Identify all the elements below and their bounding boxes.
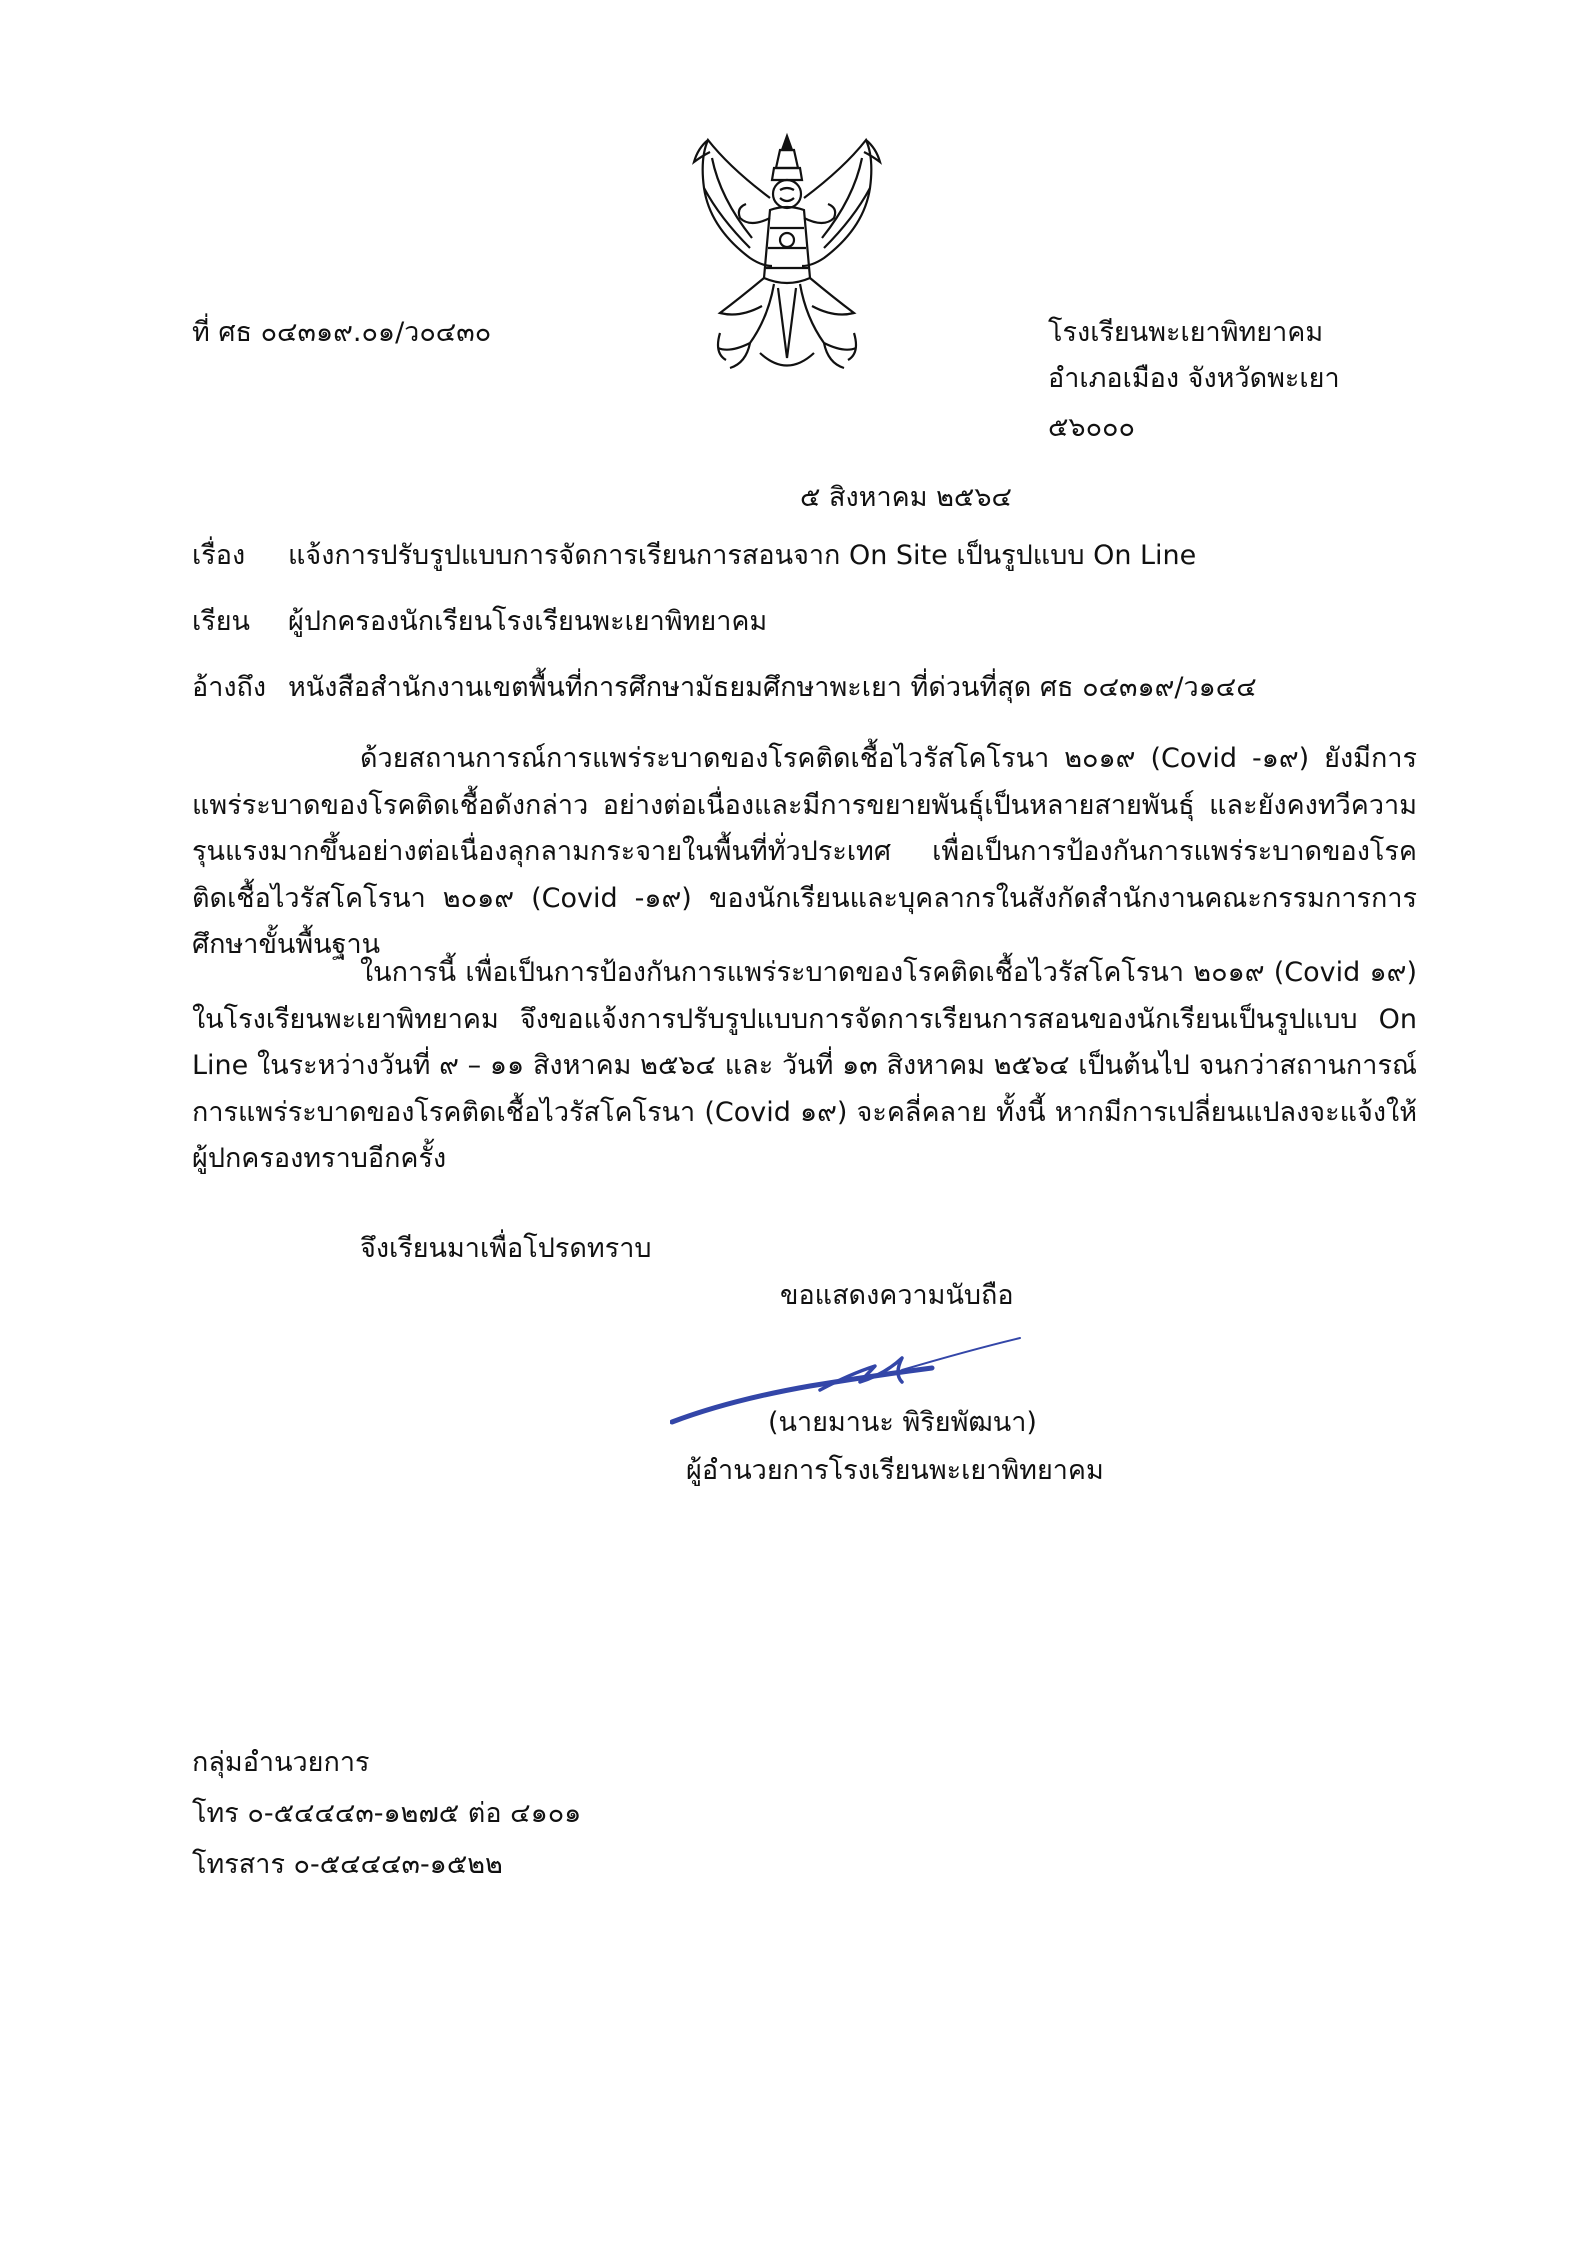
reference-text: หนังสือสำนักงานเขตพื้นที่การศึกษามัธยมศึกษาพะเยา ที่ด่วนที่สุด ศธ ๐๔๓๑๙/ว๑๔๔: [288, 672, 1257, 703]
signatory-name: (นายมานะ พิริยพัฒนา): [768, 1407, 1037, 1438]
subject-label: เรื่อง: [192, 540, 246, 571]
letter-date: ๕ สิงหาคม ๒๕๖๔: [800, 482, 1012, 513]
closing-line: จึงเรียนมาเพื่อโปรดทราบ: [360, 1233, 652, 1264]
footer-telephone: โทร ๐-๕๔๔๔๓-๑๒๗๕ ต่อ ๔๑๐๑: [192, 1798, 582, 1829]
reference-label: อ้างถึง: [192, 672, 267, 703]
footer-fax: โทรสาร ๐-๕๔๔๔๓-๑๕๒๒: [192, 1849, 503, 1880]
body-paragraph-1: [192, 736, 1417, 969]
subject-text: แจ้งการปรับรูปแบบการจัดการเรียนการสอนจาก On Site เป็นรูปแบบ On Line: [288, 540, 1197, 571]
recipient-text: ผู้ปกครองนักเรียนโรงเรียนพะเยาพิทยาคม: [288, 606, 768, 637]
recipient-label: เรียน: [192, 606, 251, 637]
body-paragraph-2-text: ในการนี้ เพื่อเป็นการป้องกันการแพร่ระบาดของโรคติดเชื้อไวรัสโคโรนา ๒๐๑๙ (Covid ๑๙) ในโรงเรียนพะเยาพิทยาคม จึงขอแจ้งการปรับรูปแบบการจัดการเรียนการสอนของนักเรียนเป็นรูปแบบ On Line ในระหว่างวันที่ ๙ – ๑๑ สิงหาคม ๒๕๖๔ และ วันที่ ๑๓ สิงหาคม ๒๕๖๔ เป็นต้นไป จนกว่าสถานการณ์การแพร่ระบาดของโรคติดเชื้อไวรัสโคโรนา (Covid ๑๙) จะคลี่คลาย ทั้งนี้ หากมีการเปลี่ยนแปลงจะแจ้งให้ผู้ปกครองทราบอีกครั้ง: [192, 957, 1417, 1174]
reference-number: ที่ ศธ ๐๔๓๑๙.๐๑/ว๐๔๓๐: [192, 317, 492, 348]
regards-text: ขอแสดงความนับถือ: [780, 1280, 1014, 1311]
footer-department: กลุ่มอำนวยการ: [192, 1747, 370, 1778]
signatory-position: ผู้อำนวยการโรงเรียนพะเยาพิทยาคม: [686, 1455, 1104, 1486]
body-paragraph-1-text: ด้วยสถานการณ์การแพร่ระบาดของโรคติดเชื้อไวรัสโคโรนา ๒๐๑๙ (Covid -๑๙) ยังมีการแพร่ระบาดของโรคติดเชื้อดังกล่าว อย่างต่อเนื่องและมีการขยายพันธุ์เป็นหลายสายพันธุ์ และยังคงทวีความรุนแรงมากขึ้นอย่างต่อเนื่องลุกลามกระจายในพื้นที่ทั่วประเทศ เพื่อเป็นการป้องกันการแพร่ระบาดของโรคติดเชื้อไวรัสโคโรนา ๒๐๑๙ (Covid -๑๙) ของนักเรียนและบุคลากรในสังกัดสำนักงานคณะกรรมการการศึกษาขั้นพื้นฐาน: [192, 743, 1417, 960]
school-district: อำเภอเมือง จังหวัดพะเยา: [1048, 363, 1340, 394]
body-paragraph-2: [192, 950, 1417, 1183]
school-postcode: ๕๖๐๐๐: [1048, 412, 1136, 443]
school-name: โรงเรียนพะเยาพิทยาคม: [1048, 317, 1324, 348]
garuda-emblem-icon: [690, 128, 885, 388]
